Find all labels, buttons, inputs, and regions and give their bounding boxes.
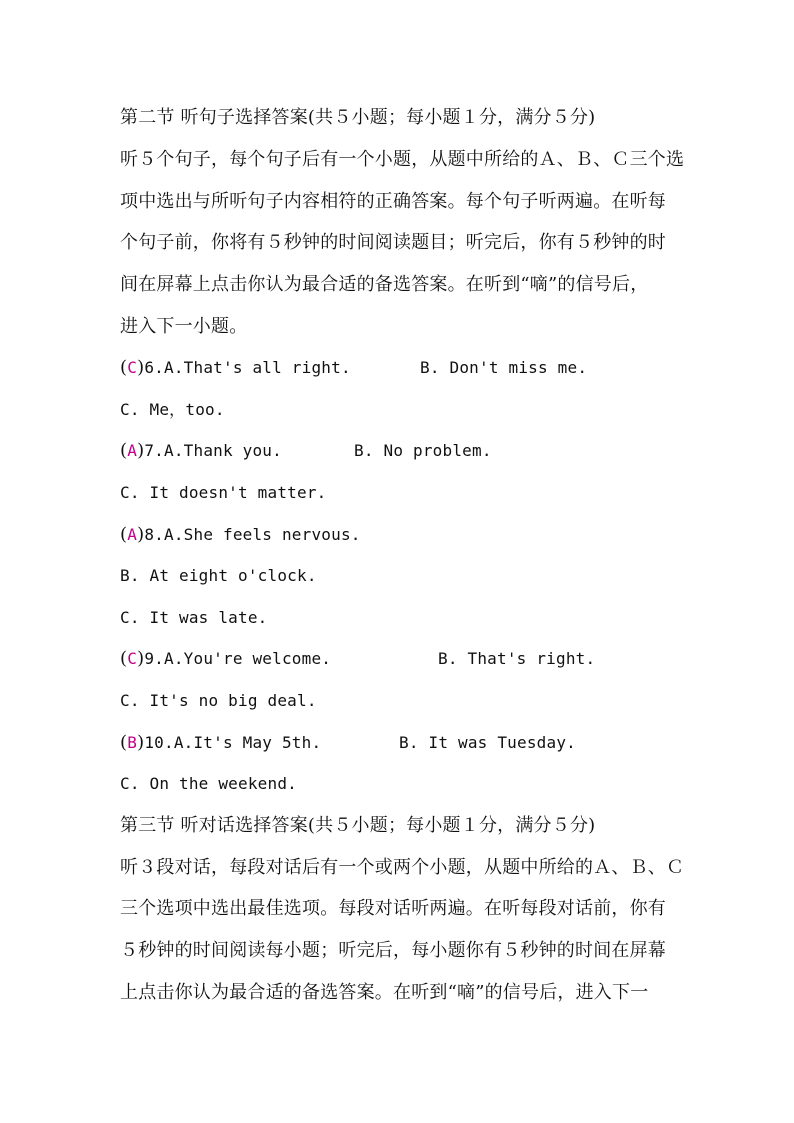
answer-close-paren: ) (137, 440, 145, 461)
answer-letter: C (127, 358, 138, 377)
question-number: 10. (144, 733, 174, 752)
option-b: B. At eight o'clock. (120, 566, 317, 585)
section-3-instruction-line: ５秒钟的时间阅读每小题；听完后，每小题你有５秒钟的时间在屏幕 (120, 940, 666, 961)
section-3-instruction-line: 听３段对话，每段对话后有一个或两个小题，从题中所给的Ａ、Ｂ、Ｃ (120, 857, 685, 878)
question-6-row (120, 356, 690, 380)
question-7-option-c (120, 481, 690, 505)
answer-letter: C (127, 649, 138, 668)
section-3-instruction-line: 上点击你认为最合适的备选答案。在听到“嘀”的信号后，进入下一 (120, 982, 649, 1003)
answer-open-paren: ( (120, 357, 128, 378)
option-c: C. On the weekend. (120, 774, 297, 793)
answer-open-paren: ( (120, 440, 128, 461)
section-2-instruction-line: 间在屏幕上点击你认为最合适的备选答案。在听到“嘀”的信号后， (120, 274, 649, 295)
section-2-instruction-line: 进入下一小题。 (120, 316, 248, 337)
question-6-option-c (120, 398, 690, 422)
question-9-option-c (120, 689, 690, 713)
answer-close-paren: ) (137, 524, 145, 545)
answer-open-paren: ( (120, 648, 128, 669)
answer-close-paren: ) (137, 648, 145, 669)
option-a: A.You're welcome. (163, 649, 332, 668)
option-c: C. It's no big deal. (120, 691, 317, 710)
question-8-row (120, 523, 690, 547)
section-2-instruction-line: 个句子前，你将有５秒钟的时间阅读题目；听完后，你有５秒钟的时 (120, 232, 666, 253)
option-a: A.Thank you. (163, 441, 282, 460)
question-8-option-b (120, 564, 690, 588)
section-2-heading: 第二节 听句子选择答案(共５小题；每小题１分，满分５分) (120, 107, 596, 128)
section-2-instruction-line: 项中选出与所听句子内容相符的正确答案。每个句子听两遍。在听每 (120, 191, 666, 212)
question-8-option-c (120, 606, 690, 630)
option-a: A.That's all right. (163, 358, 351, 377)
question-7-row (120, 439, 690, 463)
answer-open-paren: ( (120, 524, 128, 545)
option-c: C. Me，too. (120, 400, 225, 419)
option-b: B. It was Tuesday. (399, 733, 576, 752)
section-2-instruction-line: 听５个句子，每个句子后有一个小题，从题中所给的Ａ、Ｂ、Ｃ三个选 (120, 149, 685, 170)
answer-letter: A (127, 441, 138, 460)
section-3-instruction-line: 三个选项中选出最佳选项。每段对话听两遍。在听每段对话前，你有 (120, 898, 666, 919)
question-number: 8. (144, 525, 164, 544)
option-b: B. Don't miss me. (420, 358, 588, 377)
option-b: B. That's right. (438, 649, 596, 668)
section-3-heading: 第三节 听对话选择答案(共５小题；每小题１分，满分５分) (120, 815, 596, 836)
question-number: 6. (144, 358, 164, 377)
answer-close-paren: ) (137, 357, 145, 378)
question-9-row (120, 647, 690, 671)
option-a: A.She feels nervous. (163, 525, 361, 544)
answer-close-paren: ) (137, 732, 145, 753)
answer-letter: B (127, 733, 138, 752)
option-a: A.It's May 5th. (173, 733, 322, 752)
option-c: C. It was late. (120, 608, 268, 627)
question-10-option-c (120, 772, 690, 796)
option-c: C. It doesn't matter. (120, 483, 327, 502)
option-b: B. No problem. (354, 441, 492, 460)
answer-letter: A (127, 525, 138, 544)
question-number: 7. (144, 441, 164, 460)
answer-open-paren: ( (120, 732, 128, 753)
question-10-row (120, 731, 690, 755)
question-number: 9. (144, 649, 164, 668)
